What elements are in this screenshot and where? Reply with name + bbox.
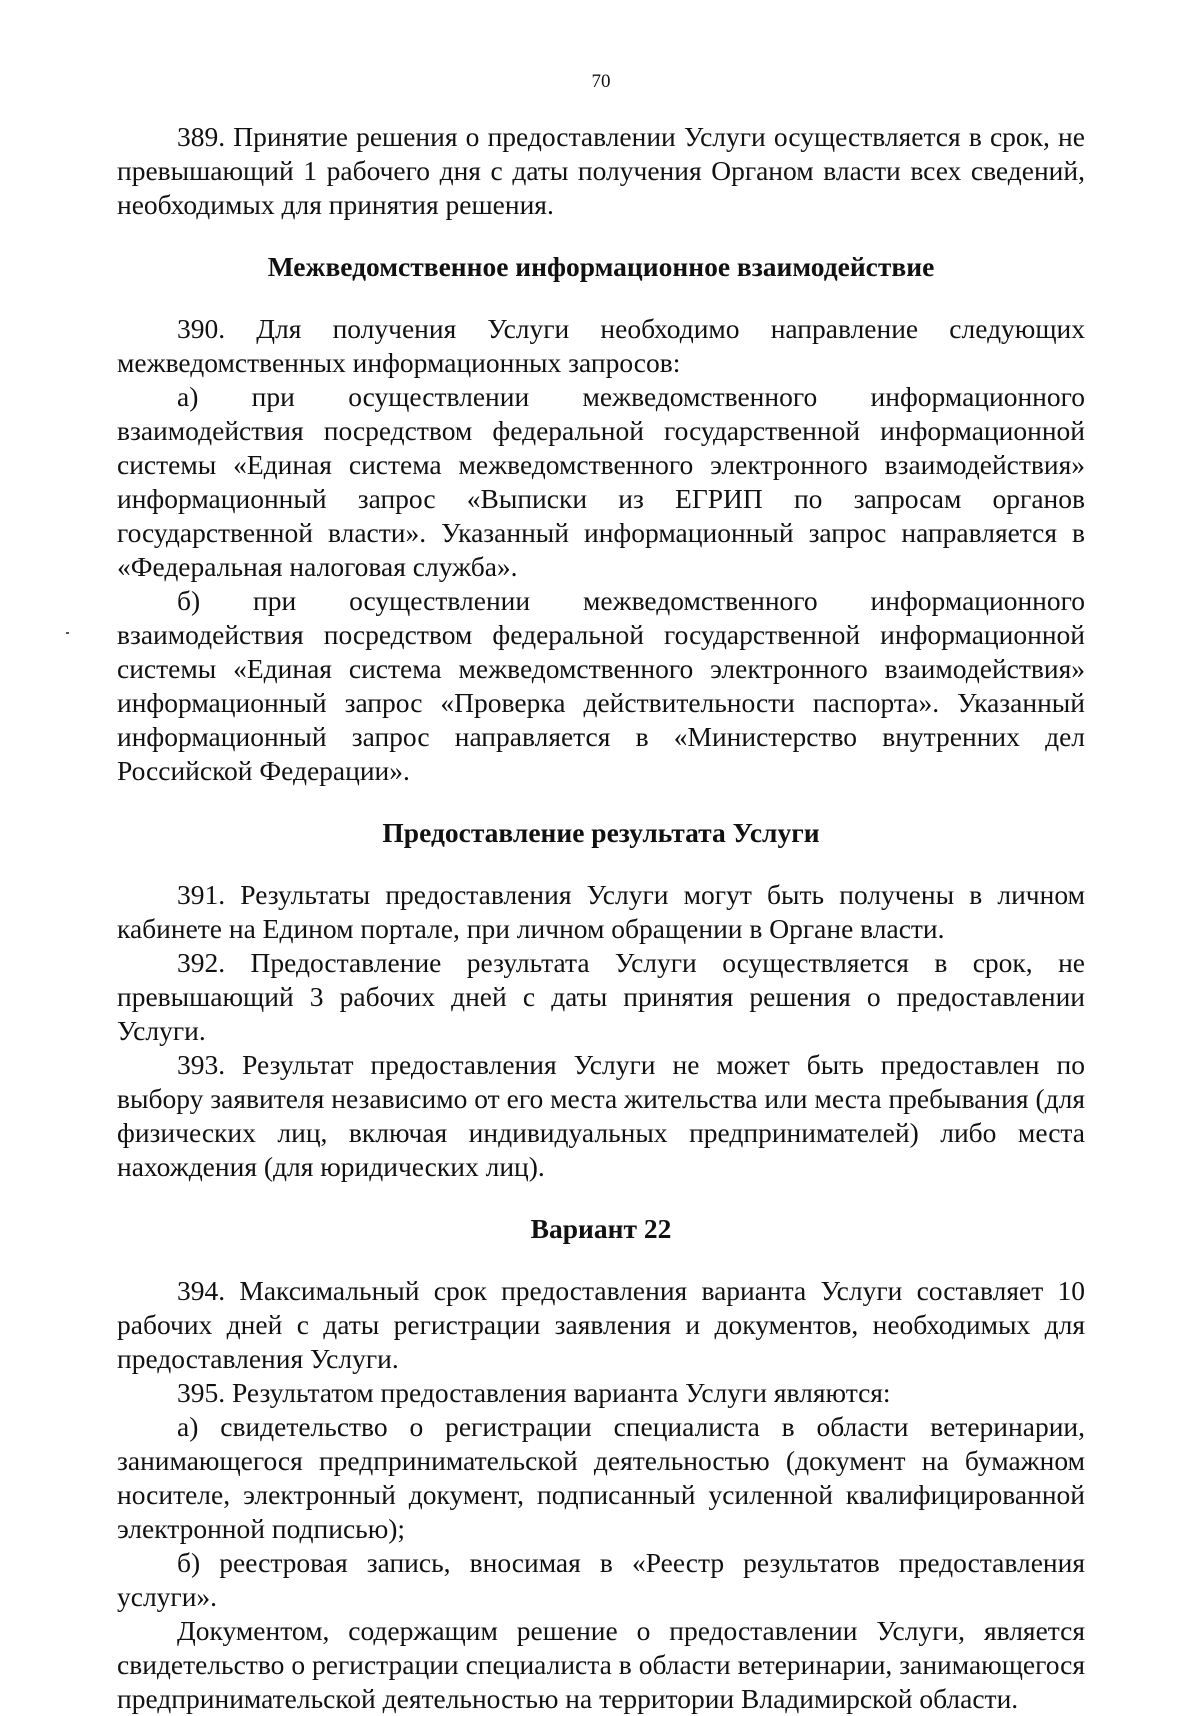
- page-content: [117, 70, 1085, 1716]
- scan-artifact: [66, 632, 69, 634]
- paragraph-389: 389. Принятие решения о предоставлении Услуги осуществляется в срок, не превышающий 1 рабочего дня с даты получения Органом власти всех сведений, необходимых для принятия решения.: [117, 121, 1085, 220]
- paragraph-390: 390. Для получения Услуги необходимо направление следующих межведомственных информационных запросов:: [117, 313, 1085, 378]
- paragraph-395: 395. Результатом предоставления варианта Услуги являются:: [177, 1377, 891, 1408]
- paragraph-392: 392. Предоставление результата Услуги осуществляется в срок, не превышающий 3 рабочих дней с даты принятия решения о предоставлении Услуги.: [117, 947, 1085, 1046]
- paragraph-391: 391. Результаты предоставления Услуги могут быть получены в личном кабинете на Едином портале, при личном обращении в Органе власти.: [117, 879, 1085, 944]
- paragraph-394: 394. Максимальный срок предоставления варианта Услуги составляет 10 рабочих дней с даты регистрации заявления и документов, необходимых для предоставления Услуги.: [117, 1275, 1085, 1374]
- section-heading-result: Предоставление результата Услуги: [382, 817, 820, 848]
- paragraph-390-a: а) при осуществлении межведомственного информационного взаимодействия посредством федеральной государственной информационной системы «Единая система межведомственного электронного взаимодействия» информационный запрос «Выписки из ЕГРИП по запросам органов государственной власти». Указанный информационный запрос направляется в «Федеральная налоговая служба».: [117, 381, 1085, 582]
- paragraph-390-b: б) при осуществлении межведомственного информационного взаимодействия посредством федеральной государственной информационной системы «Единая система межведомственного электронного взаимодействия» информационный запрос «Проверка действительности паспорта». Указанный информационный запрос направляется в «Министерство внутренних дел Российской Федерации».: [117, 585, 1085, 786]
- section-heading-variant: Вариант 22: [530, 1213, 672, 1244]
- paragraph-395-b: б) реестровая запись, вносимая в «Реестр результатов предоставления услуги».: [117, 1547, 1085, 1612]
- paragraph-result-document: Документом, содержащим решение о предоставлении Услуги, является свидетельство о регистрации специалиста в области ветеринарии, занимающегося предпринимательской деятельностью на территории Владимирской области.: [117, 1615, 1085, 1714]
- paragraph-395-a: а) свидетельство о регистрации специалиста в области ветеринарии, занимающегося предпринимательской деятельностью (документ на бумажном носителе, электронный документ, подписанный усиленной квалифицированной электронной подписью);: [117, 1411, 1085, 1544]
- section-heading-interagency: Межведомственное информационное взаимодействие: [267, 251, 935, 282]
- page-number: 70: [591, 71, 611, 92]
- paragraph-393: 393. Результат предоставления Услуги не может быть предоставлен по выбору заявителя независимо от его места жительства или места пребывания (для физических лиц, включая индивидуальных предпринимателей) либо места нахождения (для юридических лиц).: [117, 1049, 1085, 1182]
